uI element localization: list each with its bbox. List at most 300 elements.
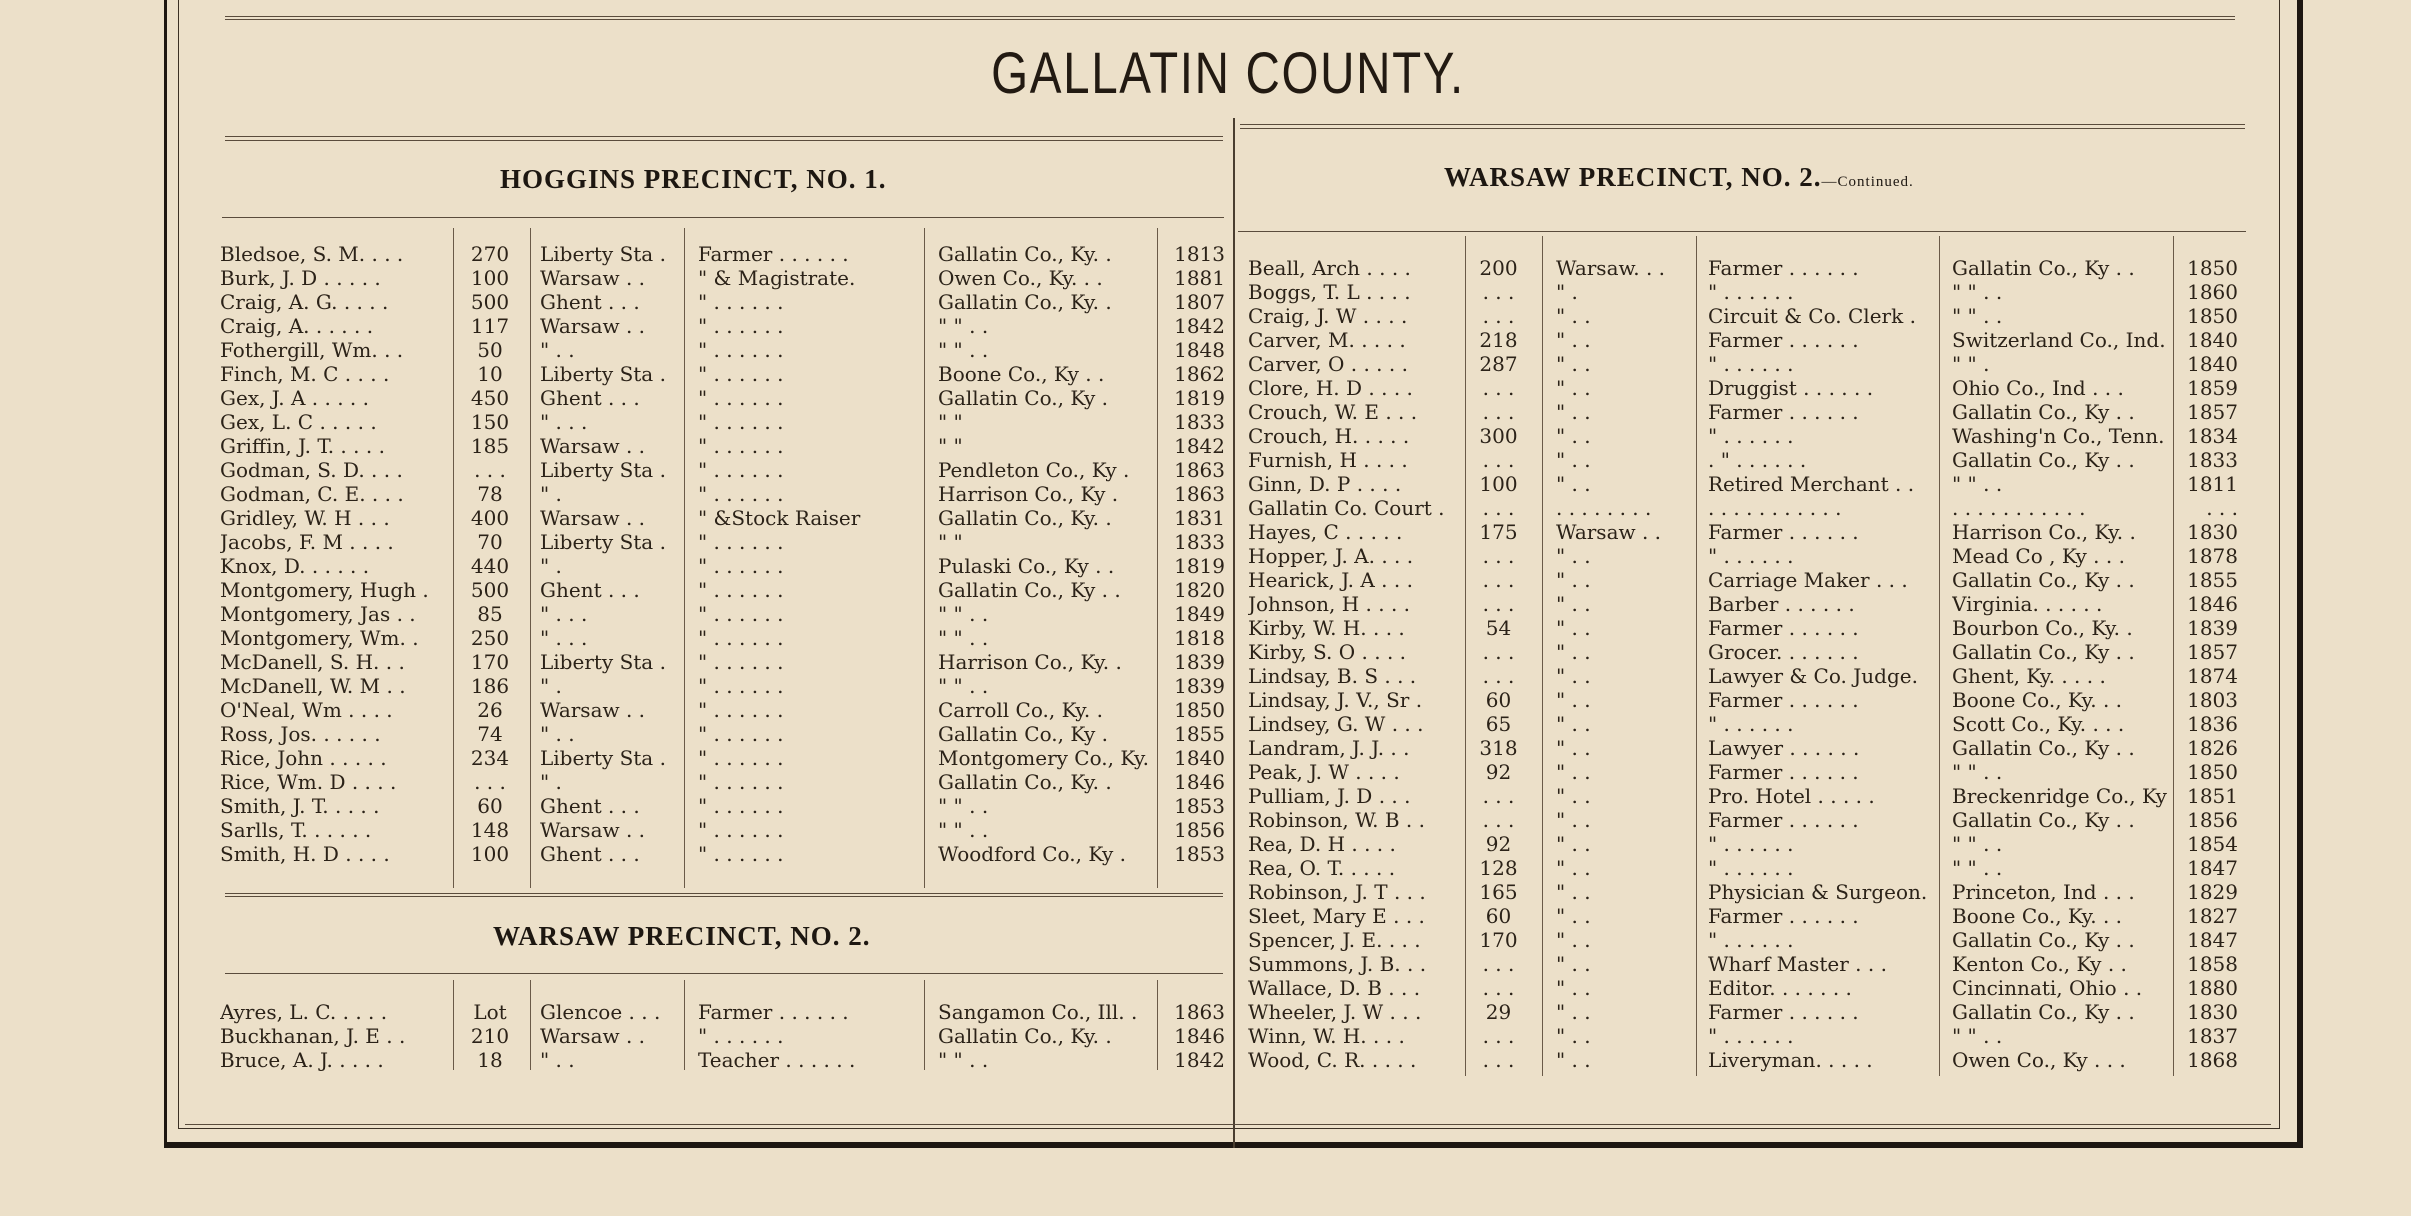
cell-year: 1854 [2187, 832, 2238, 856]
cell-year: 1830 [2187, 1000, 2238, 1024]
cell-post-office: Warsaw . . [540, 818, 646, 842]
table-row [1248, 256, 2238, 280]
cell-year: 1853 [1174, 842, 1225, 866]
cell-occupation: " . . . . . . [1708, 832, 1794, 856]
cell-year: 1880 [2187, 976, 2238, 1000]
cell-post-office: Liberty Sta . [540, 746, 666, 770]
cell-name: Lindsay, B. S . . . [1248, 664, 1417, 688]
cell-nativity: Harrison Co., Ky. . [1952, 520, 2136, 544]
cell-post-office: Liberty Sta . [540, 530, 666, 554]
cell-occupation: Retired Merchant . . [1708, 472, 1915, 496]
table-row [1248, 592, 2238, 616]
left-rule-e [225, 896, 1223, 897]
cell-year: 1813 [1174, 242, 1225, 266]
cell-nativity: Montgomery Co., Ky. [938, 746, 1150, 770]
cell-nativity: Washing'n Co., Tenn. [1952, 424, 2165, 448]
table-row [220, 650, 1226, 674]
cell-nativity: Gallatin Co., Ky . [938, 386, 1109, 410]
cell-post-office: " . [1556, 280, 1578, 304]
cell-occupation: " . . . . . . [698, 314, 784, 338]
cell-acres: 300 [1479, 424, 1518, 448]
cell-acres: 440 [470, 554, 510, 578]
cell-post-office: " . . [540, 1048, 575, 1072]
warsaw-heading-left: WARSAW PRECINCT, NO. 2. [493, 921, 871, 951]
table-row [220, 554, 1226, 578]
cell-post-office: " . . [1556, 424, 1591, 448]
cell-acres: . . . [1482, 304, 1515, 328]
table-row [220, 266, 1226, 290]
cell-year: 1857 [2187, 400, 2238, 424]
cell-acres: 500 [470, 290, 510, 314]
cell-post-office: Ghent . . . [540, 578, 640, 602]
cell-acres: 65 [1485, 712, 1512, 736]
cell-year: 1839 [1174, 674, 1225, 698]
cell-post-office: " . . [1556, 952, 1591, 976]
cell-year: 1863 [1174, 458, 1225, 482]
cell-year: 1855 [2187, 568, 2238, 592]
cell-nativity: Kenton Co., Ky . . [1952, 952, 2127, 976]
table-row [1248, 568, 2238, 592]
cell-name: Fothergill, Wm. . . [220, 338, 404, 362]
table-row [220, 770, 1226, 794]
cell-acres: 186 [470, 674, 510, 698]
cell-post-office: Liberty Sta . [540, 242, 666, 266]
cell-post-office: . . . . . . . . [1556, 496, 1652, 520]
cell-occupation: . " . . . . . . [1708, 448, 1807, 472]
cell-name: Rice, Wm. D . . . . [220, 770, 397, 794]
cell-name: Pulliam, J. D . . . [1248, 784, 1411, 808]
cell-year: 1827 [2187, 904, 2238, 928]
cell-year: 1856 [1174, 818, 1225, 842]
table-row [1248, 1048, 2238, 1072]
cell-year: 1833 [2187, 448, 2238, 472]
table-row [220, 314, 1226, 338]
cell-nativity: Gallatin Co., Ky . [938, 722, 1109, 746]
table-row [220, 242, 1226, 266]
cell-acres: . . . [1482, 1048, 1515, 1072]
cell-year: 1847 [2187, 856, 2238, 880]
cell-name: McDanell, W. M . . [220, 674, 406, 698]
cell-nativity: " " . . [1952, 760, 2003, 784]
cell-nativity: Boone Co., Ky. . . [1952, 688, 2123, 712]
cell-acres: 18 [477, 1048, 503, 1072]
cell-post-office: " . . [1556, 1000, 1591, 1024]
cell-nativity: Gallatin Co., Ky . . [1952, 1000, 2135, 1024]
cell-occupation: " . . . . . . [698, 482, 784, 506]
cell-year: 1829 [2187, 880, 2238, 904]
cell-occupation: Druggist . . . . . . [1708, 376, 1874, 400]
cell-post-office: " . . [1556, 808, 1591, 832]
cell-acres: 60 [477, 794, 503, 818]
cell-name: Wallace, D. B . . . [1248, 976, 1421, 1000]
cell-occupation: " . . . . . . [698, 554, 784, 578]
cell-acres: 29 [1485, 1000, 1512, 1024]
cell-name: Peak, J. W . . . . [1248, 760, 1400, 784]
cell-acres: 200 [1479, 256, 1518, 280]
table-row [220, 674, 1226, 698]
cell-nativity: Gallatin Co., Ky . . [1952, 256, 2135, 280]
table-row [1248, 1024, 2238, 1048]
cell-name: Winn, W. H. . . . [1248, 1024, 1405, 1048]
table-row [220, 386, 1226, 410]
left-rule-a [225, 136, 1223, 137]
cell-year: 1874 [2187, 664, 2238, 688]
cell-acres: 78 [477, 482, 503, 506]
cell-occupation: Farmer . . . . . . [1708, 328, 1859, 352]
table-row [1248, 664, 2238, 688]
cell-year: 1834 [2187, 424, 2238, 448]
cell-nativity: Gallatin Co., Ky. . [938, 506, 1112, 530]
cell-occupation: Physician & Surgeon. [1708, 880, 1928, 904]
cell-name: Gex, J. A . . . . . [220, 386, 370, 410]
cell-post-office: Warsaw. . . [1556, 256, 1666, 280]
cell-nativity: Woodford Co., Ky . [938, 842, 1126, 866]
cell-occupation: Carriage Maker . . . [1708, 568, 1908, 592]
right-rule-c [1238, 231, 2246, 232]
cell-year: 1807 [1174, 290, 1225, 314]
cell-nativity: Pendleton Co., Ky . [938, 458, 1130, 482]
cell-occupation: Teacher . . . . . . [698, 1048, 856, 1072]
cell-occupation: " . . . . . . [698, 674, 784, 698]
table-row [220, 362, 1226, 386]
cell-post-office: Glencoe . . . [540, 1000, 661, 1024]
cell-name: Gallatin Co. Court . [1248, 496, 1445, 520]
cell-name: Bledsoe, S. M. . . . [220, 242, 404, 266]
cell-post-office: Warsaw . . [540, 434, 646, 458]
cell-year: 1860 [2187, 280, 2238, 304]
cell-occupation: Lawyer . . . . . . [1708, 736, 1860, 760]
cell-post-office: " . . [1556, 664, 1591, 688]
cell-occupation: " . . . . . . [698, 818, 784, 842]
cell-post-office: " . . [1556, 712, 1591, 736]
table-row [1248, 808, 2238, 832]
cell-post-office: " . . [1556, 880, 1591, 904]
cell-name: Montgomery, Wm. . [220, 626, 419, 650]
cell-year: 1840 [2187, 328, 2238, 352]
cell-acres: . . . [1482, 400, 1515, 424]
cell-acres: 74 [477, 722, 503, 746]
cell-nativity: Carroll Co., Ky. . [938, 698, 1103, 722]
table-row [220, 506, 1226, 530]
table-row [1248, 712, 2238, 736]
cell-nativity: Gallatin Co., Ky . . [1952, 736, 2135, 760]
cell-post-office: " . [540, 482, 562, 506]
cell-occupation: Farmer . . . . . . [698, 242, 849, 266]
cell-acres: . . . [1482, 952, 1515, 976]
cell-nativity: Gallatin Co., Ky . . [1952, 448, 2135, 472]
cell-name: Robinson, W. B . . [1248, 808, 1425, 832]
cell-year: 1830 [2187, 520, 2238, 544]
cell-name: Craig, A. . . . . . [220, 314, 374, 338]
cell-acres: 175 [1479, 520, 1518, 544]
cell-acres: 26 [477, 698, 503, 722]
cell-name: Robinson, J. T . . . [1248, 880, 1426, 904]
cell-year: 1851 [2187, 784, 2238, 808]
cell-year: 1855 [1174, 722, 1225, 746]
cell-year: 1846 [1174, 770, 1225, 794]
cell-post-office: " . [540, 770, 562, 794]
cell-name: Kirby, S. O . . . . [1248, 640, 1407, 664]
cell-occupation: " . . . . . . [698, 434, 784, 458]
cell-acres: . . . [474, 458, 506, 482]
cell-acres: 85 [477, 602, 503, 626]
cell-acres: 318 [1479, 736, 1518, 760]
cell-post-office: " . . [540, 722, 575, 746]
left-rule-f [225, 973, 1223, 974]
cell-nativity: " " . . [1952, 1024, 2003, 1048]
cell-nativity: Ohio Co., Ind . . . [1952, 376, 2124, 400]
table-row [220, 602, 1226, 626]
cell-post-office: Warsaw . . [540, 266, 646, 290]
table-row [220, 794, 1226, 818]
table-row [1248, 496, 2238, 520]
cell-occupation: " . . . . . . [698, 290, 784, 314]
cell-acres: . . . [1482, 496, 1515, 520]
cell-acres: . . . [1482, 544, 1515, 568]
cell-post-office: Liberty Sta . [540, 650, 666, 674]
cell-post-office: Warsaw . . [540, 314, 646, 338]
cell-occupation: " . . . . . . [1708, 544, 1794, 568]
cell-nativity: " " . . [1952, 856, 2003, 880]
cell-nativity: Gallatin Co., Ky . . [1952, 808, 2135, 832]
cell-year: 1840 [1174, 746, 1225, 770]
cell-nativity: Gallatin Co., Ky. . [938, 290, 1112, 314]
cell-acres: 100 [470, 266, 510, 290]
cell-post-office: " . . [1556, 856, 1591, 880]
cell-acres: 170 [1479, 928, 1518, 952]
cell-year: 1833 [1174, 530, 1225, 554]
cell-name: Wood, C. R. . . . . [1248, 1048, 1417, 1072]
cell-acres: . . . [474, 770, 506, 794]
cell-post-office: Warsaw . . [540, 506, 646, 530]
cell-year: 1846 [1174, 1024, 1225, 1048]
cell-occupation: " . . . . . . [698, 458, 784, 482]
cell-year: 1868 [2187, 1048, 2238, 1072]
cell-name: Craig, J. W . . . . [1248, 304, 1408, 328]
cell-post-office: " . . [1556, 616, 1591, 640]
table-row [220, 530, 1226, 554]
top-rule-double [225, 19, 2235, 20]
table-row [220, 410, 1226, 434]
cell-nativity: Breckenridge Co., Ky [1952, 784, 2167, 808]
table-row [220, 626, 1226, 650]
warsaw-continued-table [1248, 256, 2238, 1072]
cell-nativity: Princeton, Ind . . . [1952, 880, 2135, 904]
cell-acres: . . . [1482, 280, 1515, 304]
table-row [220, 1048, 1226, 1072]
cell-post-office: " . . [1556, 544, 1591, 568]
cell-nativity: " " . . [938, 674, 989, 698]
cell-acres: . . . [1482, 592, 1515, 616]
cell-name: Griffin, J. T. . . . . [220, 434, 385, 458]
cell-nativity: " " . . [938, 818, 989, 842]
cell-name: Rice, John . . . . . [220, 746, 387, 770]
table-row [220, 746, 1226, 770]
cell-year: 1881 [1174, 266, 1225, 290]
cell-year: 1811 [2187, 472, 2238, 496]
cell-post-office: " . . [1556, 448, 1591, 472]
cell-post-office: Warsaw . . [540, 1024, 646, 1048]
cell-acres: 50 [477, 338, 503, 362]
cell-occupation: Farmer . . . . . . [1708, 1000, 1859, 1024]
cell-acres: 100 [470, 842, 510, 866]
cell-post-office: " . . [1556, 376, 1591, 400]
left-rule-b [225, 140, 1223, 141]
cell-nativity: Gallatin Co., Ky . . [1952, 568, 2135, 592]
cell-nativity: Gallatin Co., Ky . . [1952, 640, 2135, 664]
cell-nativity: " " [938, 530, 963, 554]
continued-label: —Continued. [1821, 174, 1914, 190]
cell-name: Ayres, L. C. . . . . [220, 1000, 388, 1024]
cell-name: Boggs, T. L . . . . [1248, 280, 1411, 304]
cell-occupation: Farmer . . . . . . [1708, 400, 1859, 424]
cell-nativity: Gallatin Co., Ky. . [938, 242, 1112, 266]
cell-post-office: " . . . [540, 626, 588, 650]
cell-year: 1839 [2187, 616, 2238, 640]
cell-year: 1863 [1174, 482, 1225, 506]
cell-occupation: " . . . . . . [698, 386, 784, 410]
cell-acres: 170 [470, 650, 510, 674]
cell-name: Summons, J. B. . . [1248, 952, 1427, 976]
table-row [1248, 640, 2238, 664]
cell-occupation: Lawyer & Co. Judge. [1708, 664, 1918, 688]
cell-nativity: Boone Co., Ky . . [938, 362, 1105, 386]
cell-name: Gex, L. C . . . . . [220, 410, 377, 434]
cell-post-office: Liberty Sta . [540, 362, 666, 386]
cell-acres: 148 [470, 818, 510, 842]
table-row [220, 458, 1226, 482]
cell-occupation: " . . . . . . [698, 722, 784, 746]
cell-acres: 450 [470, 386, 510, 410]
cell-occupation: " . . . . . . [1708, 1024, 1794, 1048]
cell-nativity: " " . . [1952, 472, 2003, 496]
cell-year: 1839 [1174, 650, 1225, 674]
cell-nativity: Pulaski Co., Ky . . [938, 554, 1115, 578]
cell-occupation: " . . . . . . [698, 1024, 784, 1048]
cell-post-office: Ghent . . . [540, 290, 640, 314]
hoggins-heading: HOGGINS PRECINCT, NO. 1. [500, 164, 887, 194]
cell-occupation: " . . . . . . [1708, 424, 1794, 448]
table-row [1248, 784, 2238, 808]
cell-name: Burk, J. D . . . . . [220, 266, 381, 290]
cell-occupation: Farmer . . . . . . [1708, 520, 1859, 544]
cell-occupation: " . . . . . . [698, 410, 784, 434]
cell-post-office: " . . [1556, 1048, 1591, 1072]
cell-name: O'Neal, Wm . . . . [220, 698, 393, 722]
cell-year: 1856 [2187, 808, 2238, 832]
cell-year: 1847 [2187, 928, 2238, 952]
cell-nativity: " " . . [938, 314, 989, 338]
cell-year: 1862 [1174, 362, 1225, 386]
cell-nativity: Gallatin Co., Ky . . [938, 578, 1121, 602]
cell-post-office: " . . [1556, 688, 1591, 712]
table-row [1248, 448, 2238, 472]
cell-occupation: " . . . . . . [1708, 280, 1794, 304]
cell-occupation: Farmer . . . . . . [1708, 616, 1859, 640]
top-rule [225, 16, 2235, 17]
table-row [220, 1000, 1226, 1024]
cell-nativity: Ghent, Ky. . . . . [1952, 664, 2106, 688]
table-row [1248, 976, 2238, 1000]
cell-year: 1878 [2187, 544, 2238, 568]
cell-nativity: Gallatin Co., Ky. . [938, 1024, 1112, 1048]
cell-year: 1850 [2187, 760, 2238, 784]
cell-occupation: " . . . . . . [698, 578, 784, 602]
cell-acres: . . . [1482, 568, 1515, 592]
cell-name: Lindsay, J. V., Sr . [1248, 688, 1423, 712]
cell-occupation: Farmer . . . . . . [1708, 688, 1859, 712]
cell-year: 1837 [2187, 1024, 2238, 1048]
cell-year: 1850 [2187, 304, 2238, 328]
cell-occupation: Barber . . . . . . [1708, 592, 1855, 616]
cell-post-office: " . . . [540, 410, 588, 434]
cell-post-office: Warsaw . . [1556, 520, 1662, 544]
cell-occupation: " . . . . . . [698, 530, 784, 554]
cell-nativity: Gallatin Co., Ky. . [938, 770, 1112, 794]
cell-acres: . . . [1482, 808, 1515, 832]
table-row [220, 434, 1226, 458]
cell-occupation: . . . . . . . . . . . [1708, 496, 1842, 520]
table-row [1248, 856, 2238, 880]
table-row [220, 482, 1226, 506]
cell-post-office: " . . [1556, 304, 1591, 328]
cell-post-office: Ghent . . . [540, 794, 640, 818]
cell-occupation: Farmer . . . . . . [1708, 904, 1859, 928]
bottom-rule [185, 1124, 2271, 1125]
table-row [220, 722, 1226, 746]
cell-acres: . . . [1482, 448, 1515, 472]
cell-post-office: " . . [1556, 592, 1591, 616]
table-row [1248, 520, 2238, 544]
cell-name: Hopper, J. A. . . . [1248, 544, 1414, 568]
table-row [220, 290, 1226, 314]
cell-occupation: " . . . . . . [698, 626, 784, 650]
cell-occupation: " . . . . . . [1708, 856, 1794, 880]
cell-name: Ross, Jos. . . . . . [220, 722, 381, 746]
cell-nativity: Harrison Co., Ky . [938, 482, 1119, 506]
cell-occupation: Grocer. . . . . . . [1708, 640, 1859, 664]
cell-name: Godman, S. D. . . . [220, 458, 403, 482]
cell-year: 1850 [1174, 698, 1225, 722]
cell-name: Spencer, J. E. . . . [1248, 928, 1421, 952]
cell-occupation: Pro. Hotel . . . . . [1708, 784, 1875, 808]
left-rule-c [222, 217, 1224, 218]
cell-nativity: Virginia. . . . . . [1952, 592, 2103, 616]
table-row [1248, 424, 2238, 448]
cell-acres: 54 [1485, 616, 1512, 640]
cell-acres: 234 [470, 746, 510, 770]
cell-nativity: Owen Co., Ky. . . [938, 266, 1103, 290]
cell-nativity: " " . . [938, 338, 989, 362]
cell-name: Rea, D. H . . . . [1248, 832, 1396, 856]
cell-name: Knox, D. . . . . . [220, 554, 370, 578]
cell-name: Carver, O . . . . . [1248, 352, 1408, 376]
cell-year: 1819 [1174, 554, 1225, 578]
cell-name: Sarlls, T. . . . . . [220, 818, 372, 842]
table-row [220, 818, 1226, 842]
cell-year: 1842 [1174, 314, 1225, 338]
table-row [1248, 352, 2238, 376]
cell-nativity: Gallatin Co., Ky . . [1952, 928, 2135, 952]
cell-name: Godman, C. E. . . . [220, 482, 404, 506]
cell-name: Montgomery, Hugh . [220, 578, 429, 602]
cell-acres: 210 [470, 1024, 510, 1048]
cell-post-office: " . [540, 554, 562, 578]
cell-year: 1803 [2187, 688, 2238, 712]
cell-nativity: " " . [1952, 352, 1990, 376]
cell-nativity: " " . . [1952, 304, 2003, 328]
cell-post-office: Warsaw . . [540, 698, 646, 722]
